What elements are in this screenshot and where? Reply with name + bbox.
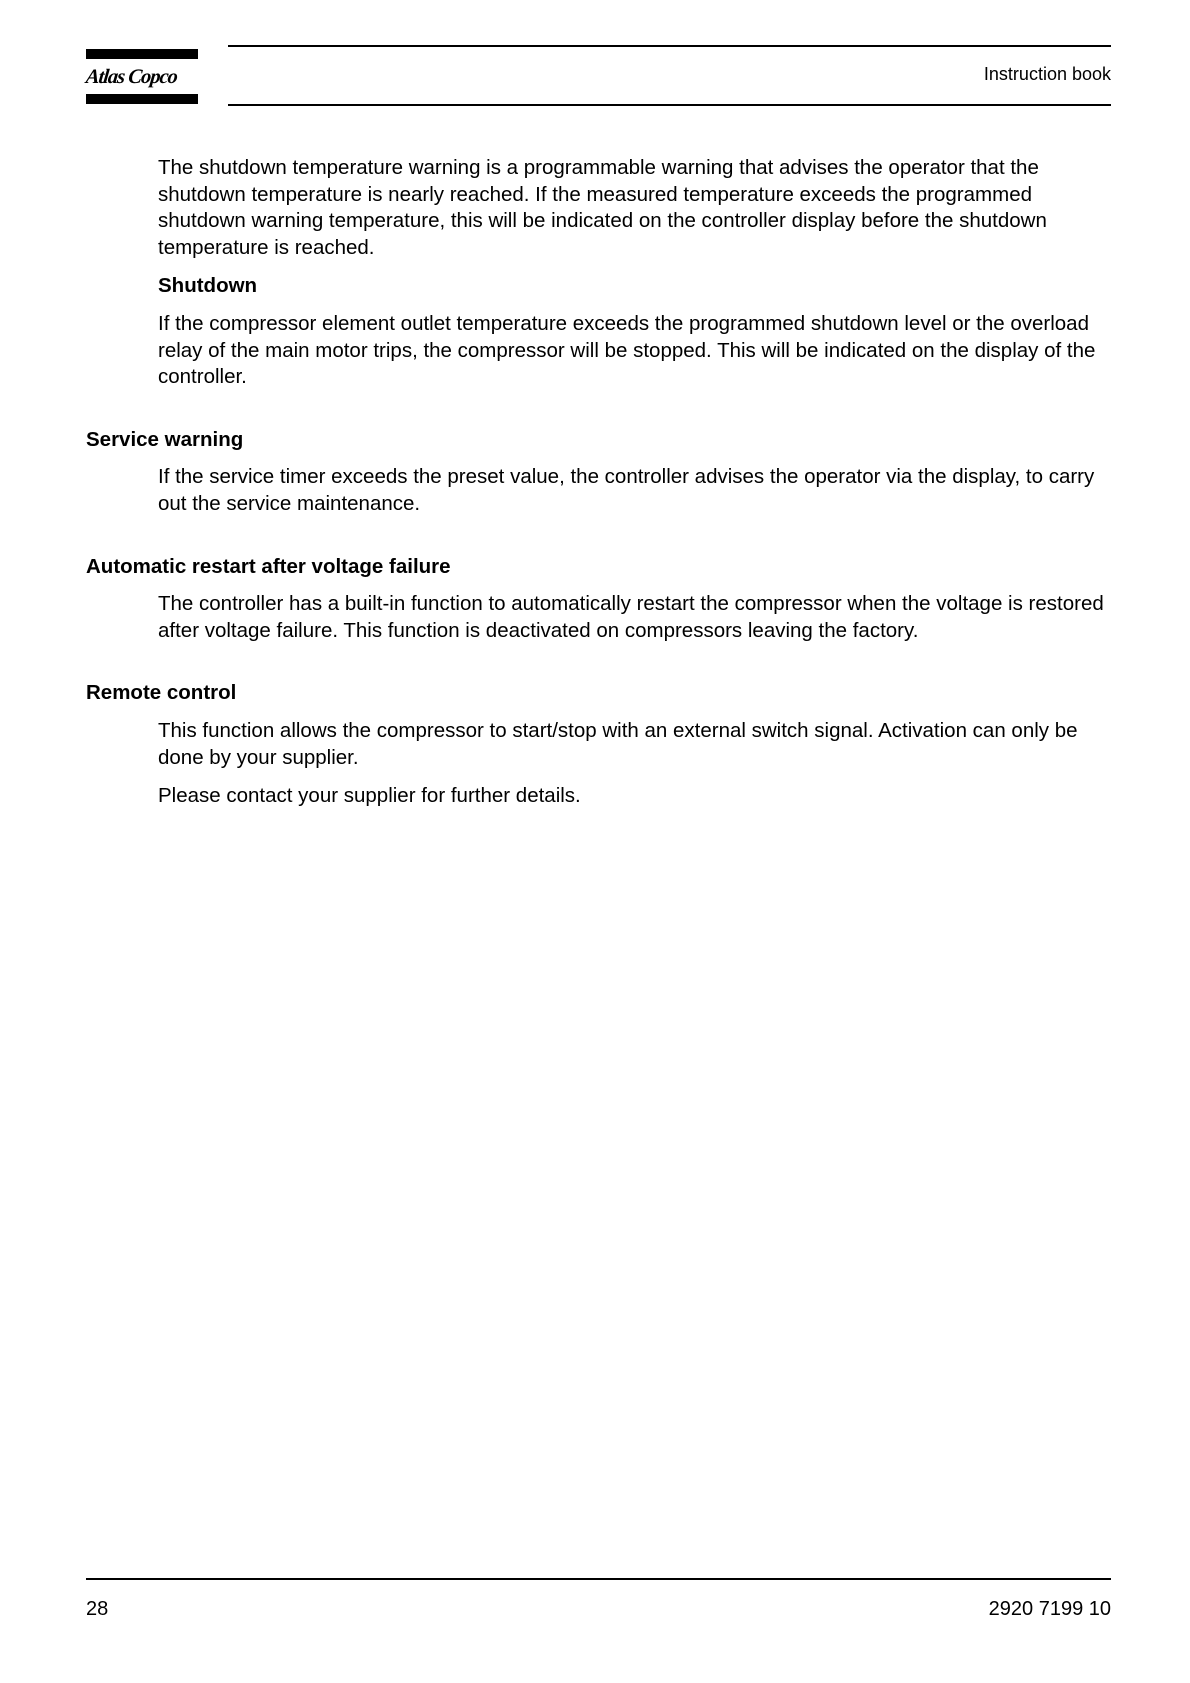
section-paragraph: The controller has a built-in function to automatically restart the compressor when the voltage is restored after voltage failure. This function is deactivated on compressors leaving the factory. <box>158 592 1104 642</box>
logo-bottom-bar <box>86 94 198 104</box>
section-paragraph: This function allows the compressor to start/stop with an external switch signal. Activation can only be done by your supplier. <box>158 718 1078 769</box>
header-top-rule <box>228 45 1111 47</box>
document-type-label: Instruction book <box>983 64 1111 84</box>
atlas-copco-logo <box>86 49 198 104</box>
logo-top-bar <box>86 49 198 59</box>
section-service-warning <box>86 427 1111 518</box>
logo-wordmark: Atlas Copco <box>84 66 179 88</box>
document-number: 2920 7199 10 <box>988 1598 1111 1620</box>
section-heading: Service warning <box>86 427 244 451</box>
section-paragraph: Please contact your supplier for further details. <box>158 784 581 808</box>
section-heading: Remote control <box>86 681 237 705</box>
section-automatic-restart <box>86 554 1111 645</box>
shutdown-heading: Shutdown <box>158 274 258 298</box>
page-content <box>86 155 1111 810</box>
footer-rule <box>86 1578 1111 1580</box>
section-remote-control <box>86 680 1111 809</box>
section-paragraph: If the service timer exceeds the preset value, the controller advises the operator via the display, to carry out the service maintenance. <box>158 465 1095 515</box>
shutdown-paragraph: If the compressor element outlet temperature exceeds the programmed shutdown level or the overload relay of the main motor trips, the compressor will be stopped. This will be indicated on the display of the controller. <box>158 311 1096 389</box>
header-bottom-rule <box>228 104 1111 106</box>
page-number: 28 <box>86 1598 109 1620</box>
section-heading: Automatic restart after voltage failure <box>86 554 451 578</box>
intro-paragraph: The shutdown temperature warning is a programmable warning that advises the operator that the shutdown temperature is nearly reached. If the measured temperature exceeds the programmed shutdown warning temperature, this will be indicated on the controller display before the shutdown temperature is reached. <box>158 156 1047 259</box>
